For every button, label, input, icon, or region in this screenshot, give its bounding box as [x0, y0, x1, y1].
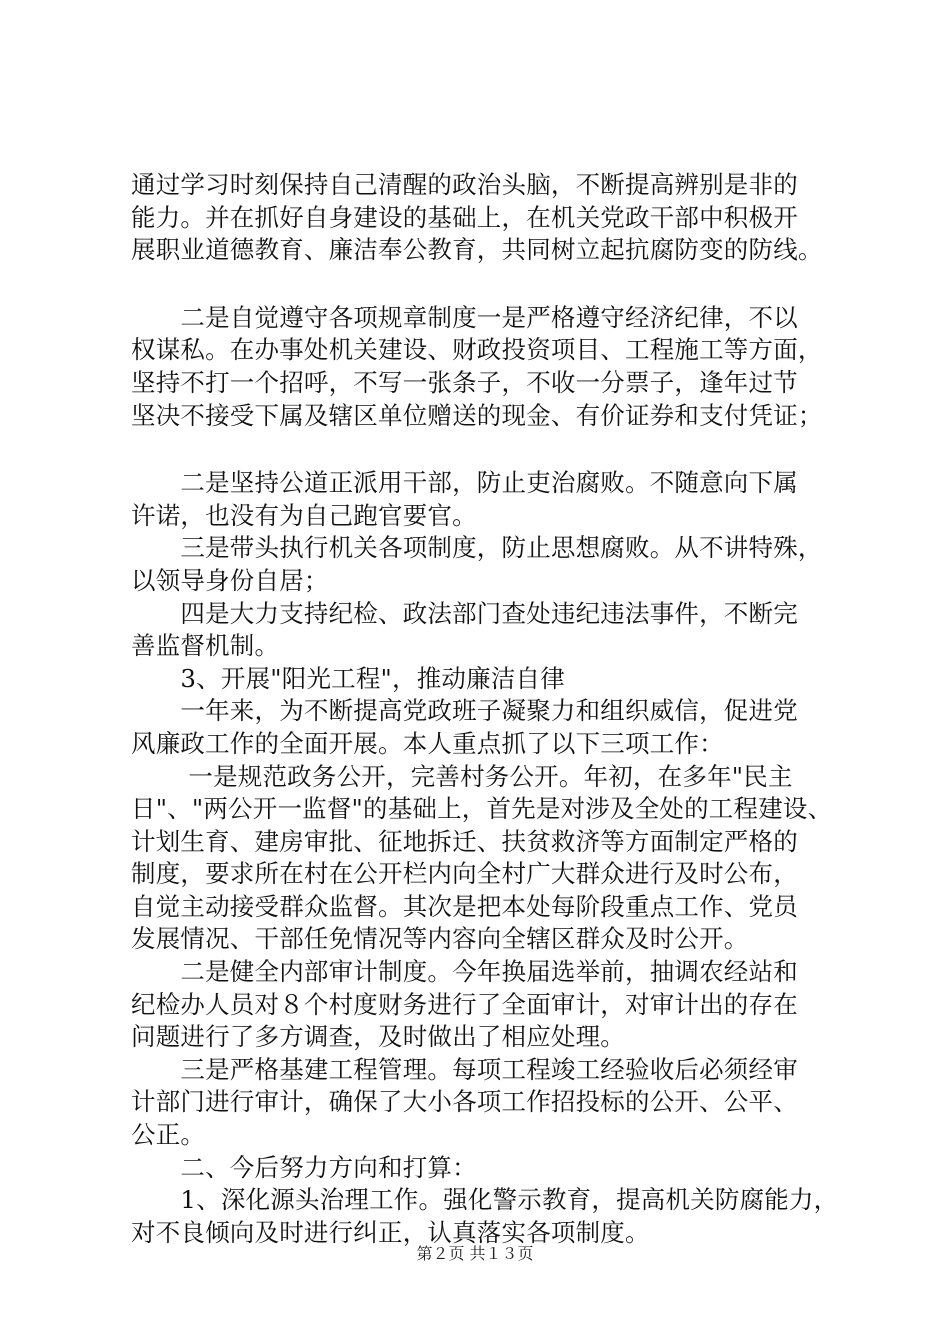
- text-line: 一年来，为不断提高党政班子凝聚力和组织威信，促进党: [131, 696, 798, 726]
- text-line: 纪检办人员对８个村度财务进行了全面审计，对审计出的存在: [131, 989, 798, 1019]
- text-line: 1、深化源头治理工作。强化警示教育，提高机关防腐能力，: [131, 1185, 839, 1215]
- text-line: 以领导身份自居；: [131, 565, 329, 595]
- text-line: 计划生育、建房审批、征地拆迁、扶贫救济等方面制定严格的: [131, 826, 798, 856]
- text-line: 二是健全内部审计制度。今年换届选举前，抽调农经站和: [131, 957, 798, 987]
- text-line: 权谋私。在办事处机关建设、财政投资项目、工程施工等方面，: [131, 335, 823, 365]
- paragraph-block-3: [131, 467, 839, 1249]
- text-line: 日"、"两公开一监督"的基础上，首先是对涉及全处的工程建设、: [131, 794, 833, 824]
- paragraph-gap: [131, 267, 831, 302]
- text-line: 计部门进行审计，确保了大小各项工作招投标的公开、公平、: [131, 1087, 798, 1117]
- text-line: 许诺，也没有为自己跑官要官。: [131, 500, 477, 530]
- text-line: 坚决不接受下属及辖区单位赠送的现金、有价证券和支付凭证；: [131, 400, 823, 430]
- section-heading: 二、今后努力方向和打算：: [131, 1152, 477, 1182]
- text-line: 公正。: [131, 1120, 206, 1150]
- text-line: 发展情况、干部任免情况等内容向全辖区群众及时公开。: [131, 924, 749, 954]
- text-line: 善监督机制。: [131, 631, 280, 661]
- text-line: 能力。并在抓好自身建设的基础上，在机关党政干部中积极开: [131, 202, 798, 232]
- paragraph-block-2: [131, 302, 831, 432]
- text-line: 展职业道德教育、廉洁奉公教育，共同树立起抗腐防变的防线。: [131, 235, 823, 265]
- text-line: 二是坚持公道正派用干部，防止吏治腐败。不随意向下属: [131, 468, 798, 498]
- page-number-footer: 第２页 共１３页: [416, 1244, 534, 1263]
- text-line: 二是自觉遵守各项规章制度一是严格遵守经济纪律，不以: [131, 302, 798, 332]
- paragraph-gap: [131, 432, 831, 467]
- text-line: 三是带头执行机关各项制度，防止思想腐败。从不讲特殊，: [131, 533, 823, 563]
- paragraph-block-1: [131, 169, 831, 267]
- text-line: 风廉政工作的全面开展。本人重点抓了以下三项工作：: [131, 728, 724, 758]
- document-body: [131, 169, 839, 1249]
- text-line: 三是严格基建工程管理。每项工程竣工经验收后必须经审: [131, 1054, 798, 1084]
- text-line: 一是规范政务公开，完善村务公开。年初，在多年"民主: [131, 761, 793, 791]
- text-line: 制度，要求所在村在公开栏内向全村广大群众进行及时公布，: [131, 859, 798, 889]
- text-line: 四是大力支持纪检、政法部门查处违纪违法事件，不断完: [131, 598, 798, 628]
- text-line: 坚持不打一个招呼，不写一张条子，不收一分票子，逢年过节: [131, 367, 798, 397]
- section-heading: 3、开展"阳光工程"，推动廉洁自律: [131, 663, 565, 693]
- text-line: 问题进行了多方调查，及时做出了相应处理。: [131, 1022, 625, 1052]
- text-line: 对不良倾向及时进行纠正，认真落实各项制度。: [131, 1217, 650, 1247]
- text-line: 通过学习时刻保持自己清醒的政治头脑，不断提高辨别是非的: [131, 170, 798, 199]
- text-line: 自觉主动接受群众监督。其次是把本处每阶段重点工作、党员: [131, 891, 798, 921]
